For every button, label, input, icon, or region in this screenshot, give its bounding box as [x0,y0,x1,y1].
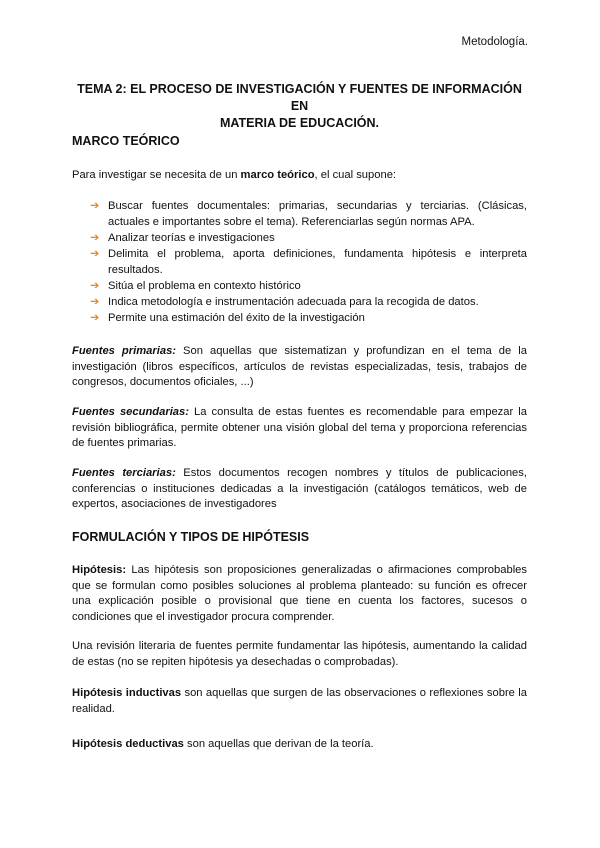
hipotesis-heading: FORMULACIÓN Y TIPOS DE HIPÓTESIS [72,530,310,544]
marco-bullet-list [90,199,527,327]
fuentes-terciarias-term: Fuentes terciarias: [72,467,176,479]
fuentes-secundarias-text: La consulta de estas fuentes es recomendable para empezar la revisión bibliográfica, permite obtener una visión global del tema y proporciona referencias de fuentes primarias. [72,406,527,450]
list-item [90,311,527,327]
bullet-text: Indica metodología e instrumentación adecuada para la recogida de datos. [108,295,479,308]
page-header: Metodología. [461,36,528,48]
bullet-text: Permite una estimación del éxito de la investigación [108,312,365,325]
hipotesis-deductivas-text: son aquellas que derivan de la teoría. [183,738,374,750]
marco-heading: MARCO TEÓRICO [72,134,180,148]
list-item [90,231,527,247]
title-line-2: MATERIA DE EDUCACIÓN. [219,116,380,130]
arrow-right-icon: ➔ [90,295,100,308]
marco-intro-bold: marco teórico [240,169,315,181]
hipotesis-inductivas-text: son aquellas que surgen de las observaciones o reflexiones sobre la realidad. [72,687,527,715]
fuentes-primarias-term: Fuentes primarias: [72,345,177,357]
fuentes-secundarias-paragraph [72,405,527,452]
bullet-text: Analizar teorías e investigaciones [108,231,275,244]
revision-paragraph: Una revisión literaria de fuentes permite fundamentar las hipótesis, aumentando la calidad de estas (no se repiten hipótesis ya desechadas o comprobadas). [72,640,527,668]
arrow-right-icon: ➔ [90,279,100,292]
list-item [90,199,527,230]
hipotesis-term: Hipótesis: [72,564,127,576]
arrow-right-icon: ➔ [90,312,100,325]
hipotesis-inductivas-paragraph [72,686,527,717]
arrow-right-icon: ➔ [90,247,100,260]
list-item [90,279,527,295]
marco-intro-after: , el cual supone: [314,169,397,181]
title-line-1: TEMA 2: EL PROCESO DE INVESTIGACIÓN Y FUENTES DE INFORMACIÓN EN [77,82,522,113]
bullet-text: Buscar fuentes documentales: primarias, secundarias y terciarias. (Clásicas, actuales e importantes sobre el tema). Referenciarlas según normas APA. [108,200,527,228]
hipotesis-definition-paragraph [72,563,527,625]
hipotesis-inductivas-term: Hipótesis inductivas [72,687,182,699]
marco-intro [72,168,527,184]
fuentes-primarias-paragraph [72,344,527,391]
fuentes-terciarias-text: Estos documentos recogen nombres y títulos de publicaciones, conferencias o instituciones dedicadas a la investigación (catálogos temáticos, web de expertos, asociaciones de investigadores [72,467,527,511]
list-item [90,247,527,278]
arrow-right-icon: ➔ [90,200,100,212]
marco-intro-before: Para investigar se necesita de un [72,169,241,181]
hipotesis-deductivas-term: Hipótesis deductivas [72,738,184,750]
arrow-right-icon: ➔ [90,231,100,244]
page-title [72,81,527,132]
fuentes-secundarias-term: Fuentes secundarias: [72,406,189,418]
hipotesis-deductivas-paragraph [72,737,527,753]
fuentes-primarias-text: Son aquellas que sistematizan y profundizan en el tema de la investigación (libros específicos, artículos de revistas especializadas, tesis, trabajos de congresos, documentos oficiales, ...) [72,345,527,389]
bullet-text: Sitúa el problema en contexto histórico [108,279,301,292]
fuentes-terciarias-paragraph [72,466,527,513]
hipotesis-definition-text: Las hipótesis son proposiciones generalizadas o afirmaciones comprobables que se formulan como posibles soluciones al problema planteado: su función es ofrecer una explicación posible o provisional que tiene en cuenta los factores, sucesos o condiciones que el investigador procura comprender. [72,564,527,623]
list-item [90,295,527,311]
bullet-text: Delimita el problema, aporta definiciones, fundamenta hipótesis e interpreta resultados. [108,247,527,276]
